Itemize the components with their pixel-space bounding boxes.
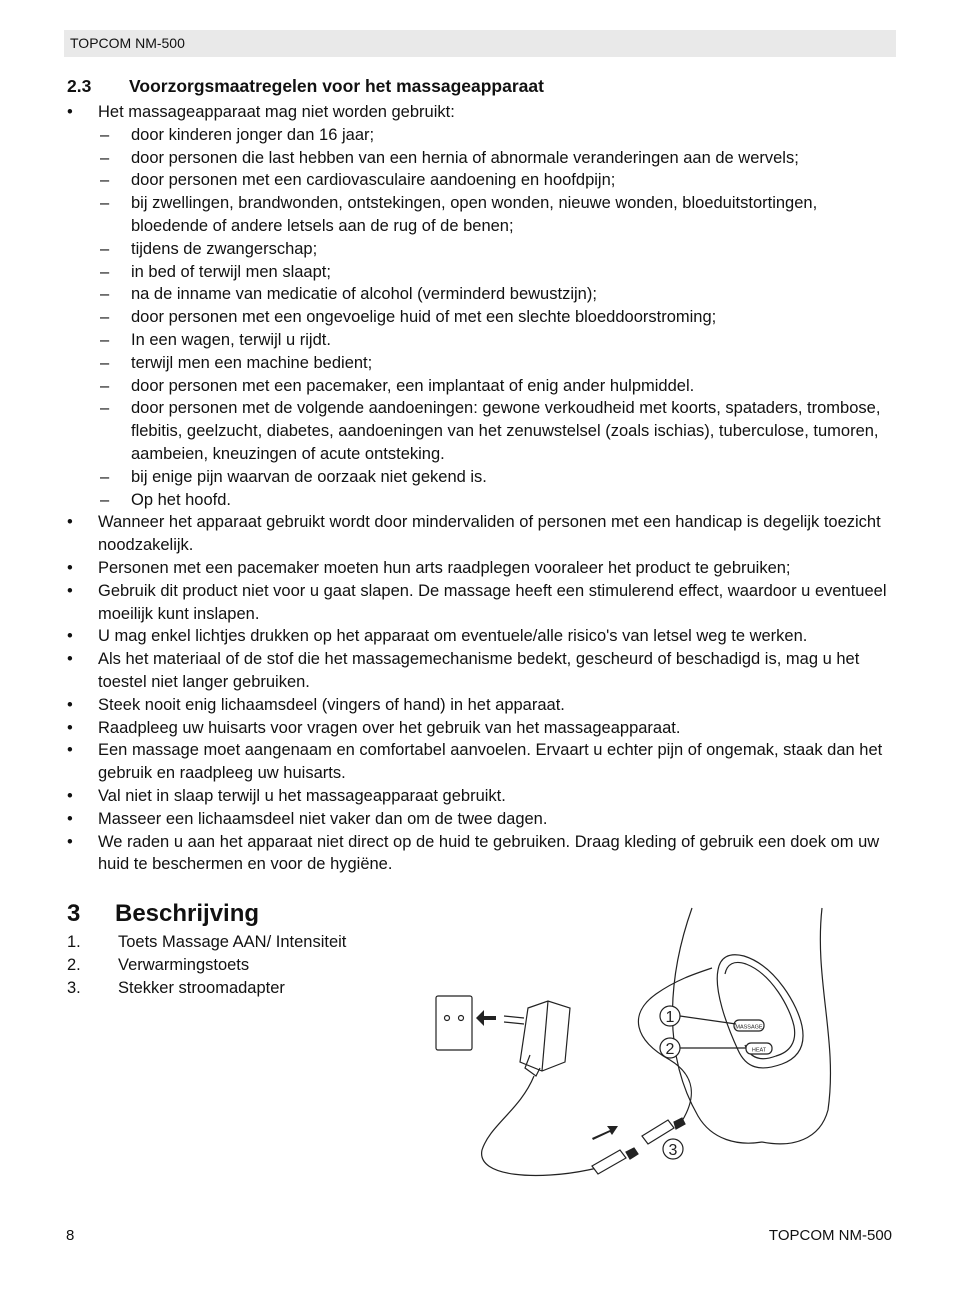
list-item: • Wanneer het apparaat gebruikt wordt door mindervaliden of personen met een handicap is degelijk toezicht noodzakelijk.	[67, 513, 881, 555]
sub-list-item: – door kinderen jonger dan 16 jaar;	[100, 125, 375, 144]
section-number: 3	[67, 900, 81, 927]
header-model: TOPCOM NM-500	[70, 35, 185, 51]
description-item: 1. Toets Massage AAN/ Intensiteit	[67, 933, 347, 951]
description-item: 2. Verwarmingstoets	[67, 955, 250, 974]
list-item: • Een massage moet aangenaam en comfortabel aanvoelen. Ervaart u echter pijn of ongemak, staak dan het gebruik en raadpleeg uw huisarts.	[67, 741, 883, 783]
section-title: Beschrijving	[115, 900, 260, 927]
sub-list-item: – door personen met een pacemaker, een implantaat of enig ander hulpmiddel.	[100, 376, 695, 395]
list-item: • We raden u aan het apparaat niet direct op de huid te gebruiken. Draag kleding of gebruik een doek om uw huid te beschermen en voor de hygiëne.	[67, 832, 880, 874]
section-3-heading	[67, 900, 259, 928]
device-illustration	[420, 900, 880, 1195]
sub-list-item: – in bed of terwijl men slaapt;	[100, 262, 331, 281]
sub-list-item: – Op het hoofd.	[100, 490, 231, 509]
page-number: 8	[66, 1227, 75, 1244]
plug-in-arrow-icon	[476, 1010, 496, 1026]
adapter-cable	[482, 1076, 612, 1175]
sub-list-item: – door personen met een cardiovasculaire aandoening en hoofdpijn;	[100, 171, 616, 190]
svg-text:1: 1	[665, 1009, 675, 1026]
callout-1	[660, 1006, 680, 1026]
callout-3	[663, 1139, 683, 1159]
sub-list-item: – In een wagen, terwijl u rijdt.	[100, 330, 331, 349]
list-item	[67, 101, 897, 124]
list-item-text: Het massageapparaat mag niet worden gebruikt:	[98, 103, 455, 121]
svg-text:2: 2	[665, 1041, 675, 1058]
list-item: • U mag enkel lichtjes drukken op het apparaat om eventuele/alle risico's van letsel weg te werken.	[67, 627, 808, 646]
sub-list-item: – na de inname van medicatie of alcohol (verminderd bewustzijn);	[100, 285, 597, 304]
page-header	[64, 30, 896, 57]
list-item: • Steek nooit enig lichaamsdeel (vingers of hand) in het apparaat.	[67, 695, 565, 714]
precautions-list	[67, 101, 897, 876]
power-adapter-icon	[504, 1001, 570, 1076]
massage-button-label: MASSAGE	[735, 1024, 763, 1031]
sub-list-item: – door personen met een ongevoelige huid of met een slechte bloeddoorstroming;	[100, 308, 717, 327]
connector-plug-icon	[592, 1148, 638, 1174]
list-item: • Masseer een lichaamsdeel niet vaker dan om de twee dagen.	[67, 809, 548, 828]
description-item: 3. Stekker stroomadapter	[67, 978, 285, 997]
sub-list-item: – bij enige pijn waarvan de oorzaak niet gekend is.	[100, 467, 487, 486]
wall-socket-icon	[436, 996, 472, 1050]
list-item: • Val niet in slaap terwijl u het massageapparaat gebruikt.	[67, 786, 506, 805]
list-item: • Raadpleeg uw huisarts voor vragen over het gebruik van het massageapparaat.	[67, 718, 681, 737]
heat-button-label: HEAT	[751, 1047, 767, 1054]
insert-arrow-icon	[592, 1126, 618, 1140]
sub-list-item: – bij zwellingen, brandwonden, ontstekingen, open wonden, nieuwe wonden, bloeduitstortingen, bloedende of andere letsels aan de rug of de benen;	[100, 194, 818, 235]
footer-model: TOPCOM NM-500	[768, 1227, 892, 1244]
list-item: • Gebruik dit product niet voor u gaat slapen. De massage heeft een stimulerend effect, waardoor u eventueel moeilijk kunt inslapen.	[67, 581, 887, 623]
section-2-3-heading	[67, 76, 544, 97]
description-list	[67, 931, 367, 999]
svg-text:3: 3	[668, 1142, 678, 1159]
heat-button	[746, 1043, 772, 1054]
list-item: • Als het materiaal of de stof die het massagemechanisme bedekt, gescheurd of beschadigd is, mag u het toestel niet langer gebruiken.	[67, 650, 860, 691]
section-title: Voorzorgsmaatregelen voor het massageapparaat	[129, 76, 544, 96]
sub-list-item: – terwijl men een machine bedient;	[100, 353, 373, 372]
section-number: 2.3	[67, 76, 92, 96]
sub-list-item: – door personen met de volgende aandoeningen: gewone verkoudheid met koorts, spataders, trombose, flebitis, geelzucht, diabetes, aandoeningen van het zenuwstelsel (zoals ischias), tuberculose, tumoren, aambeien, kneuzingen of acute ontsteking.	[100, 399, 881, 463]
sub-list-item: – door personen die last hebben van een hernia of abnormale veranderingen aan de wervels;	[100, 148, 799, 167]
bullet: •	[67, 103, 73, 121]
callout-2	[660, 1038, 680, 1058]
sub-list-item: – tijdens de zwangerschap;	[100, 239, 318, 258]
list-item: • Personen met een pacemaker moeten hun arts raadplegen vooraleer het product te gebruiken;	[67, 558, 791, 577]
massage-button	[734, 1020, 764, 1031]
